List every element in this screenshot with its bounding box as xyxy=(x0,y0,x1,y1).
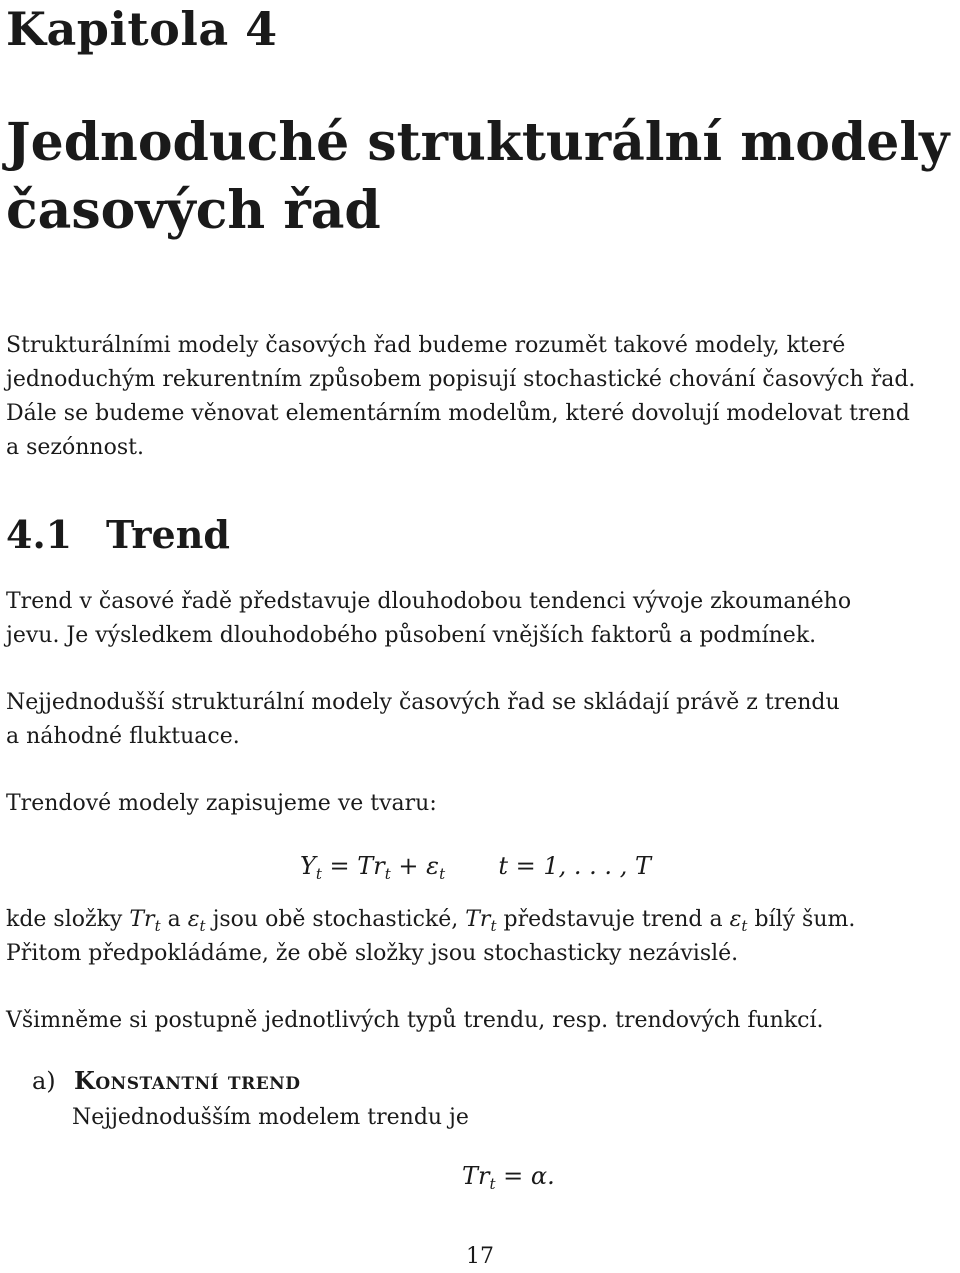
chapter-label: Kapitola 4 xyxy=(6,2,278,56)
enum-label: a) xyxy=(32,1067,56,1095)
chapter-title-line-1: Jednoduché strukturální modely xyxy=(6,112,950,173)
equation-trend-model xyxy=(300,852,651,883)
para4-line-1 xyxy=(6,903,855,936)
page-number: 17 xyxy=(466,1244,494,1269)
para2-line-2: a náhodné fluktuace. xyxy=(6,724,240,749)
intro-line-2: jednoduchým rekurentním způsobem popisují stochastické chování časových řad. xyxy=(6,367,916,392)
chapter-title-line-2: časových řad xyxy=(6,180,381,241)
eq-sub: t xyxy=(384,865,391,883)
enum-heading: Konstantní trend xyxy=(74,1066,301,1095)
intro-line-1: Strukturálními modely časových řad budeme rozumět takové modely, které xyxy=(6,333,846,358)
intro-line-4: a sezónnost. xyxy=(6,435,144,460)
para4-text: představuje trend a xyxy=(503,907,723,932)
section-heading xyxy=(6,512,230,557)
para1-line-2: jevu. Je výsledkem dlouhodobého působení vnějších faktorů a podmínek. xyxy=(6,623,817,648)
section-number: 4.1 xyxy=(6,512,73,557)
inline-tr: Tr xyxy=(465,907,491,932)
para3: Trendové modely zapisujeme ve tvaru: xyxy=(6,791,437,816)
inline-sub: t xyxy=(490,917,497,935)
eq-range: t = 1, . . . , T xyxy=(498,852,651,880)
para4-text: kde složky xyxy=(6,907,123,932)
eq-sub: t xyxy=(439,865,446,883)
eq-var-tr: Tr xyxy=(357,852,385,880)
para1-line-1: Trend v časové řadě představuje dlouhodobou tendenci vývoje zkoumaného xyxy=(6,589,852,614)
equation-constant-trend xyxy=(462,1162,555,1193)
para4-text: a xyxy=(167,907,181,932)
eq-equals: = xyxy=(329,852,350,880)
para4-line-2: Přitom předpokládáme, že obě složky jsou stochasticky nezávislé. xyxy=(6,941,739,966)
eq2-sub: t xyxy=(489,1175,496,1193)
eq-plus: + xyxy=(398,852,419,880)
eq-var-y: Y xyxy=(300,852,316,880)
inline-eps: ε xyxy=(187,907,200,932)
eq2-equals: = xyxy=(503,1162,524,1190)
para2-line-1: Nejjednodušší strukturální modely časových řad se skládají právě z trendu xyxy=(6,690,840,715)
eq2-lhs: Tr xyxy=(462,1162,490,1190)
section-title: Trend xyxy=(106,512,230,557)
eq-sub: t xyxy=(315,865,322,883)
inline-sub: t xyxy=(199,917,206,935)
para5: Všimněme si postupně jednotlivých typů trendu, resp. trendových funkcí. xyxy=(6,1008,824,1033)
inline-sub: t xyxy=(741,917,748,935)
enum-item-a-text: Nejjednodušším modelem trendu je xyxy=(72,1105,469,1130)
inline-eps: ε xyxy=(729,907,742,932)
para4-text: bílý šum. xyxy=(754,907,856,932)
eq2-rhs: α. xyxy=(530,1162,555,1190)
intro-line-3: Dále se budeme věnovat elementárním modelům, které dovolují modelovat trend xyxy=(6,401,910,426)
inline-tr: Tr xyxy=(129,907,155,932)
inline-sub: t xyxy=(154,917,161,935)
eq-var-eps: ε xyxy=(426,852,440,880)
para4-text: jsou obě stochastické, xyxy=(212,907,459,932)
enum-item-a xyxy=(32,1066,300,1095)
